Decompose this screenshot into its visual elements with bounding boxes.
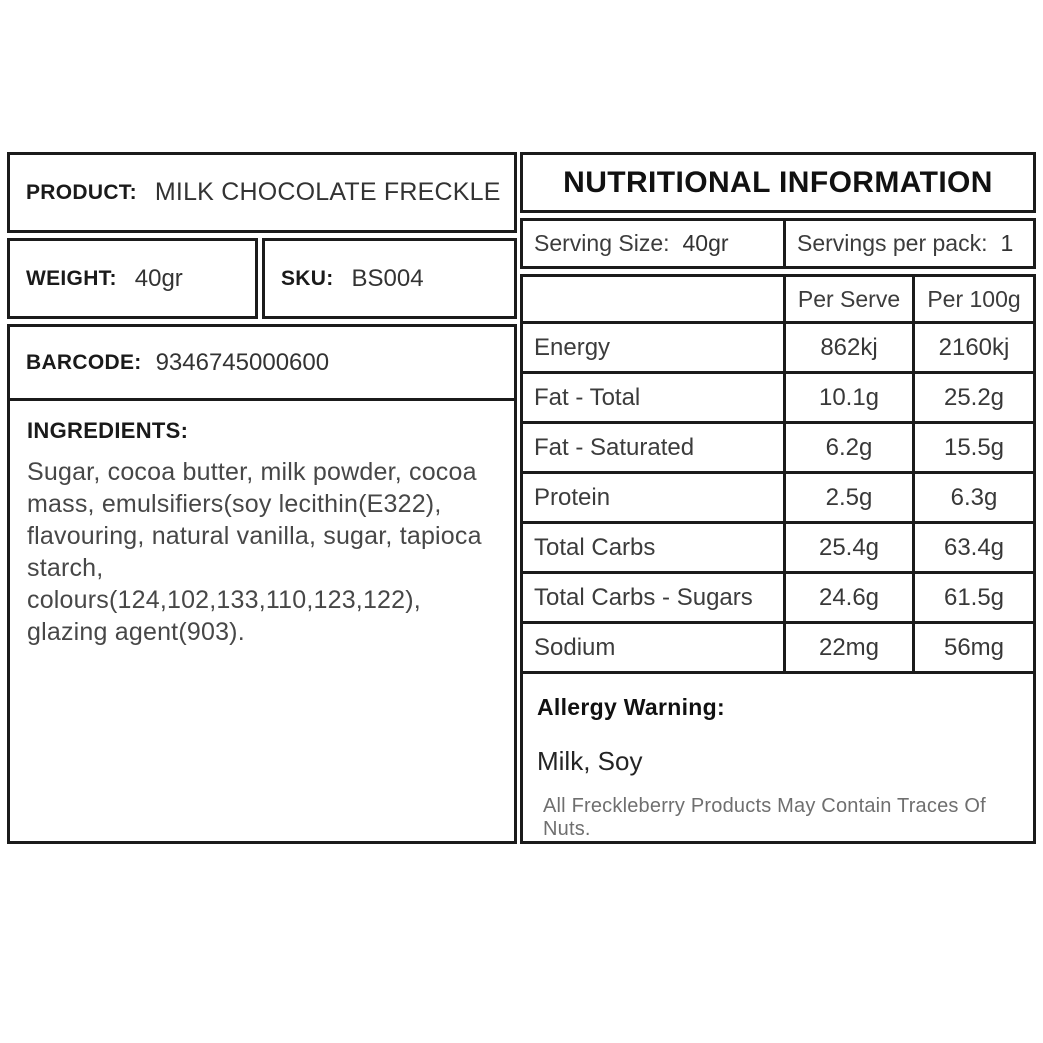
ingredients-section — [7, 398, 517, 844]
column-header-row — [520, 274, 1036, 324]
row-per-100g: 2160kj — [938, 333, 1010, 361]
nutrition-panel — [520, 152, 1036, 844]
row-per-serve: 25.4g — [786, 524, 915, 571]
serving-size-value: 40gr — [682, 230, 729, 256]
product-info-panel — [7, 152, 517, 844]
row-per-serve: 22mg — [786, 624, 915, 671]
table-row-energy — [520, 321, 1036, 374]
table-row-total-carbs — [520, 521, 1036, 574]
row-per-serve: 2.5g — [786, 474, 915, 521]
servings-per-pack-label: Servings per pack: — [797, 230, 988, 256]
serving-size-label: Serving Size: — [534, 230, 670, 256]
table-row-fat-saturated — [520, 421, 1036, 474]
row-per-serve: 6.2g — [786, 424, 915, 471]
weight-label: WEIGHT: — [26, 266, 117, 290]
barcode-value: 9346745000600 — [155, 348, 330, 376]
weight-sku-row — [7, 238, 517, 319]
product-value: MILK CHOCOLATE FRECKLE — [154, 178, 501, 206]
row-label: Fat - Saturated — [523, 424, 786, 471]
row-per-100g: 63.4g — [943, 533, 1005, 561]
sku-value: BS004 — [351, 264, 424, 292]
per-serve-header: Per Serve — [786, 277, 915, 321]
barcode-row — [7, 324, 517, 401]
row-per-serve: 862kj — [786, 324, 915, 371]
allergy-note: All Freckleberry Products May Contain Traces Of Nuts. — [543, 795, 986, 840]
allergy-section — [520, 671, 1036, 844]
row-per-100g: 6.3g — [950, 483, 998, 511]
row-per-100g: 15.5g — [943, 433, 1005, 461]
allergy-allergens: Milk, Soy — [537, 746, 643, 776]
row-per-serve: 10.1g — [786, 374, 915, 421]
weight-cell — [7, 238, 258, 319]
ingredients-text: Sugar, cocoa butter, milk powder, cocoa mass, emulsifiers(soy lecithin(E322), flavouring, natural vanilla, sugar, tapioca starch, colours(124,102,133,110,123,122), glazing agent(903). — [27, 458, 482, 646]
weight-value: 40gr — [134, 264, 183, 292]
column-header-spacer — [523, 277, 786, 321]
row-per-100g: 25.2g — [943, 383, 1005, 411]
row-per-serve: 24.6g — [786, 574, 915, 621]
row-per-100g: 56mg — [943, 633, 1005, 661]
sku-label: SKU: — [281, 266, 334, 290]
row-label: Total Carbs — [523, 524, 786, 571]
label-container — [7, 152, 1036, 844]
product-label: PRODUCT: — [26, 180, 137, 204]
sku-cell — [262, 238, 517, 319]
row-label: Fat - Total — [523, 374, 786, 421]
row-label: Sodium — [523, 624, 786, 671]
row-label: Energy — [523, 324, 786, 371]
row-label: Protein — [523, 474, 786, 521]
ingredients-label: INGREDIENTS: — [27, 418, 189, 443]
barcode-label: BARCODE: — [26, 350, 142, 374]
table-row-sodium — [520, 621, 1036, 674]
table-row-protein — [520, 471, 1036, 524]
row-per-100g: 61.5g — [943, 583, 1005, 611]
product-row — [7, 152, 517, 233]
per-100g-header: Per 100g — [927, 285, 1021, 312]
servings-per-pack-value: 1 — [1000, 230, 1014, 256]
servings-per-pack-cell — [786, 221, 1033, 266]
serving-row — [520, 218, 1036, 269]
table-row-fat-total — [520, 371, 1036, 424]
nutrition-title-row — [520, 152, 1036, 213]
row-label: Total Carbs - Sugars — [523, 574, 786, 621]
serving-size-cell — [523, 221, 786, 266]
table-row-sugars — [520, 571, 1036, 624]
nutrition-title: NUTRITIONAL INFORMATION — [563, 165, 993, 199]
allergy-warning-label: Allergy Warning: — [537, 694, 725, 720]
